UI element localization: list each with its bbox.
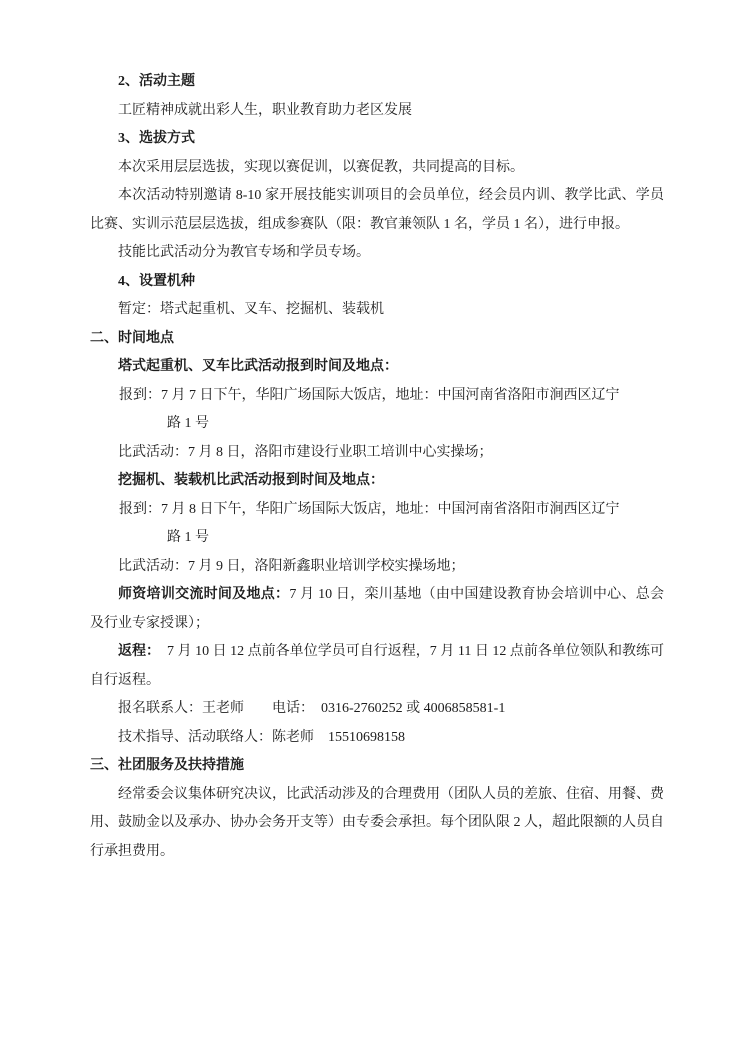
paragraph-checkin-july7 <box>90 382 664 439</box>
paragraph-session-split: 技能比武活动分为教官专场和学员专场。 <box>118 245 370 260</box>
section-heading-selection-method: 3、选拔方式 <box>118 131 195 146</box>
chapter-heading-support-measures: 三、社团服务及扶持措施 <box>90 758 244 773</box>
subheading-excavator-loader-checkin: 挖掘机、装载机比武活动报到时间及地点： <box>118 473 384 488</box>
paragraph-machine-list: 暂定：塔式起重机、叉车、挖掘机、装载机 <box>118 302 384 317</box>
bold-label-return-trip: 返程： <box>118 644 154 659</box>
chapter-heading-time-place: 二、时间地点 <box>90 330 174 346</box>
paragraph-return-trip <box>90 638 664 695</box>
text-line: 报到：7 月 7 日下午，华阳广场国际大饭店，地址：中国河南省洛阳市涧西区辽宁 <box>119 387 620 403</box>
section-heading-activity-theme: 2、活动主题 <box>118 74 195 89</box>
paragraph-selection-goal: 本次采用层层选拔，实现以赛促训，以赛促教，共同提高的目标。 <box>118 159 524 175</box>
subheading-crane-forklift-checkin: 塔式起重机、叉车比武活动报到时间及地点： <box>118 359 398 374</box>
text-line: 路 1 号 <box>167 530 209 545</box>
section-heading-machine-types: 4、设置机种 <box>118 273 195 289</box>
paragraph-contest-july8: 比武活动：7 月 8 日，洛阳市建设行业职工培训中心实操场； <box>118 444 493 460</box>
paragraph-cost-coverage: 经常委会议集体研究决议，比武活动涉及的合理费用（团队人员的差旅、住宿、用餐、费用、鼓励金以及承办、协办会务开支等）由专委会承担。每个团队限 2 人，超此限额的人员自行承担费用。 <box>90 786 664 859</box>
paragraph-theme-slogan: 工匠精神成就出彩人生，职业教育助力老区发展 <box>118 102 412 118</box>
text-run: 7 月 10 日，栾川基地（由中国建设教育协会培训中心、总会及行业专家授课）； <box>90 587 665 631</box>
paragraph-invitation-details: 本次活动特别邀请 8-10 家开展技能实训项目的会员单位，经会员内训、教学比武、学员比赛、实训示范层层选拔，组成参赛队（限：教官兼领队 1 名，学员 1 名），进行申报。 <box>90 188 664 232</box>
paragraph-contest-july9: 比武活动：7 月 9 日，洛阳新鑫职业培训学校实操场地； <box>118 558 465 574</box>
paragraph-technical-contact: 技术指导、活动联络人：陈老师 15510698158 <box>118 729 405 745</box>
text-run: 7 月 10 日 12 点前各单位学员可自行返程，7 月 11 日 12 点前各单位领队和教练可自行返程。 <box>90 644 665 688</box>
paragraph-registration-contact: 报名联系人：王老师 电话： 0316-2760252 或 4006858581-1 <box>118 701 506 716</box>
bold-label-teacher-training: 师资培训交流时间及地点： <box>118 587 290 602</box>
paragraph-checkin-july8 <box>90 496 664 553</box>
text-line: 报到：7 月 8 日下午，华阳广场国际大饭店，地址：中国河南省洛阳市涧西区辽宁 <box>119 501 620 517</box>
paragraph-teacher-training <box>90 581 664 638</box>
text-line: 路 1 号 <box>167 416 209 431</box>
